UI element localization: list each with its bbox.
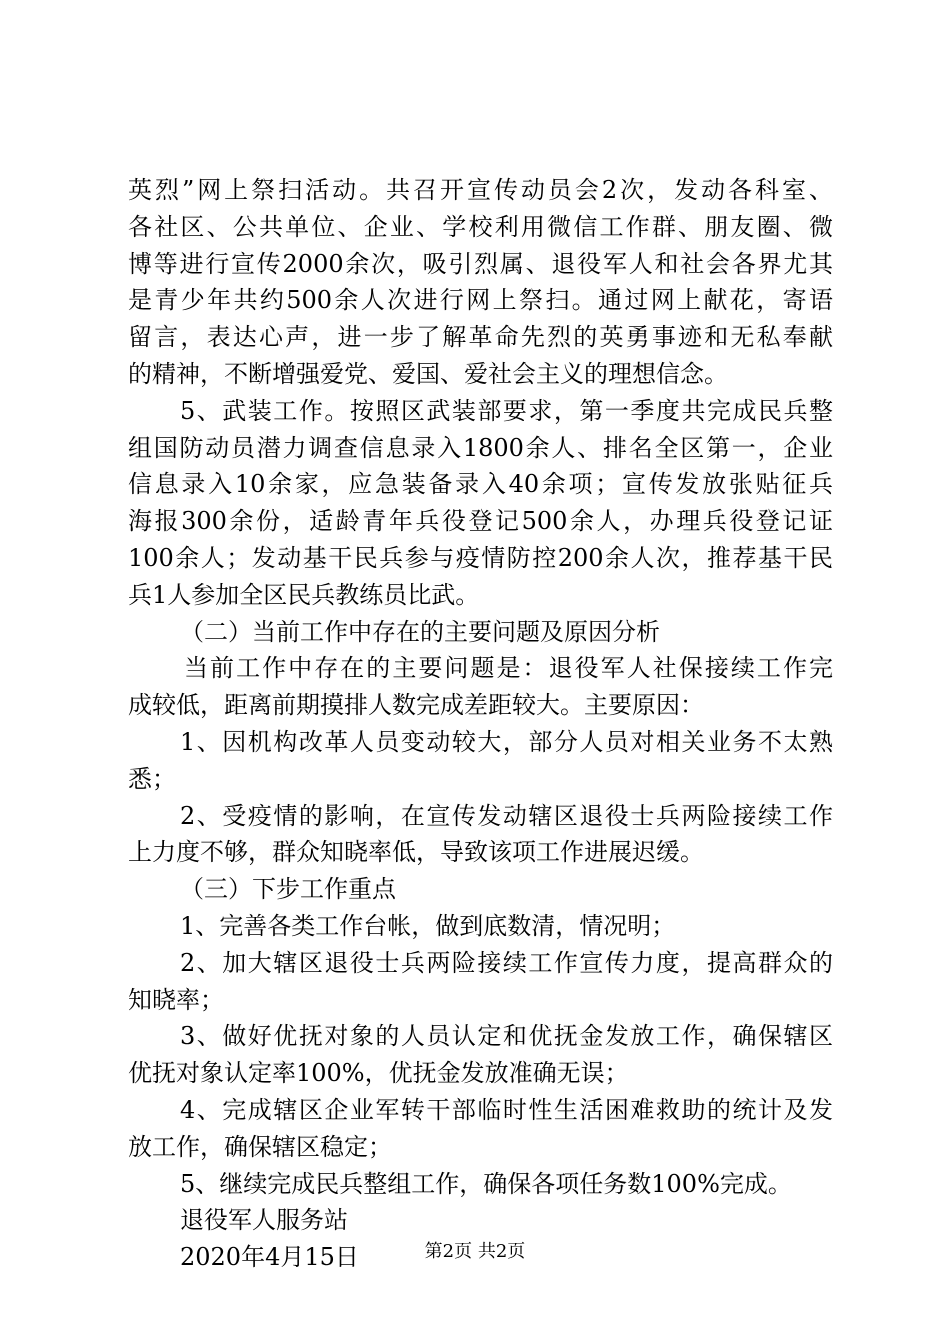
body-line: 优抚对象认定率100%，优抚金发放准确无误； (128, 1059, 629, 1088)
body-line: 英烈”网上祭扫活动。共召开宣传动员会2次，发动各科室、 (128, 176, 833, 204)
body-line: 知晓率； (128, 985, 224, 1014)
list-item: 2、加大辖区退役士兵两险接续工作宣传力度，提高群众的 (180, 948, 833, 977)
list-item: 2、受疫情的影响，在宣传发动辖区退役士兵两险接续工作 (180, 801, 833, 830)
signature-date: 2020年4月15日 (180, 1243, 359, 1272)
body-line: 上力度不够，群众知晓率低，导致该项工作进展迟缓。 (128, 838, 704, 867)
body-line: 各社区、公共单位、企业、学校利用微信工作群、朋友圈、微 (128, 212, 833, 241)
list-item: 3、做好优抚对象的人员认定和优抚金发放工作，确保辖区 (180, 1022, 833, 1051)
body-line: 100余人；发动基干民兵参与疫情防控200余人次，推荐基干民 (128, 543, 833, 572)
body-line: 的精神，不断增强爱党、爱国、爱社会主义的理想信念。 (128, 359, 728, 388)
body-line: 博等进行宣传2000余次，吸引烈属、退役军人和社会各界尤其 (128, 249, 833, 278)
page-number: 第2页 共2页 (424, 1241, 526, 1262)
body-line: 信息录入10余家，应急装备录入40余项；宣传发放张贴征兵 (128, 470, 833, 499)
body-line: 当前工作中存在的主要问题是：退役军人社保接续工作完 (184, 654, 833, 683)
list-item: 1、完善各类工作台帐，做到底数清，情况明； (180, 911, 676, 940)
body-line: 组国防动员潜力调查信息录入1800余人、排名全区第一，企业 (128, 433, 833, 462)
body-line: 悉； (128, 764, 176, 793)
body-line: 兵1人参加全区民兵教练员比武。 (128, 580, 480, 609)
subheading-problems: （二）当前工作中存在的主要问题及原因分析 (180, 617, 660, 646)
body-line: 是青少年共约500余人次进行网上祭扫。通过网上献花，寄语 (128, 286, 833, 315)
body-line: 成较低，距离前期摸排人数完成差距较大。主要原因： (128, 691, 704, 720)
body-line: 放工作，确保辖区稳定； (128, 1132, 392, 1161)
section-5-line: 5、武装工作。按照区武装部要求，第一季度共完成民兵整 (180, 396, 833, 425)
subheading-next-steps: （三）下步工作重点 (180, 875, 396, 904)
body-line: 海报300余份，适龄青年兵役登记500余人，办理兵役登记证 (128, 507, 833, 536)
signature-organization: 退役军人服务站 (180, 1206, 348, 1235)
document-body (128, 172, 833, 1276)
list-item: 4、完成辖区企业军转干部临时性生活困难救助的统计及发 (180, 1095, 833, 1124)
body-line: 留言，表达心声，进一步了解革命先烈的英勇事迹和无私奉献 (128, 323, 833, 352)
list-item: 5、继续完成民兵整组工作，确保各项任务数100%完成。 (180, 1169, 792, 1198)
list-item: 1、因机构改革人员变动较大，部分人员对相关业务不太熟 (180, 727, 833, 756)
